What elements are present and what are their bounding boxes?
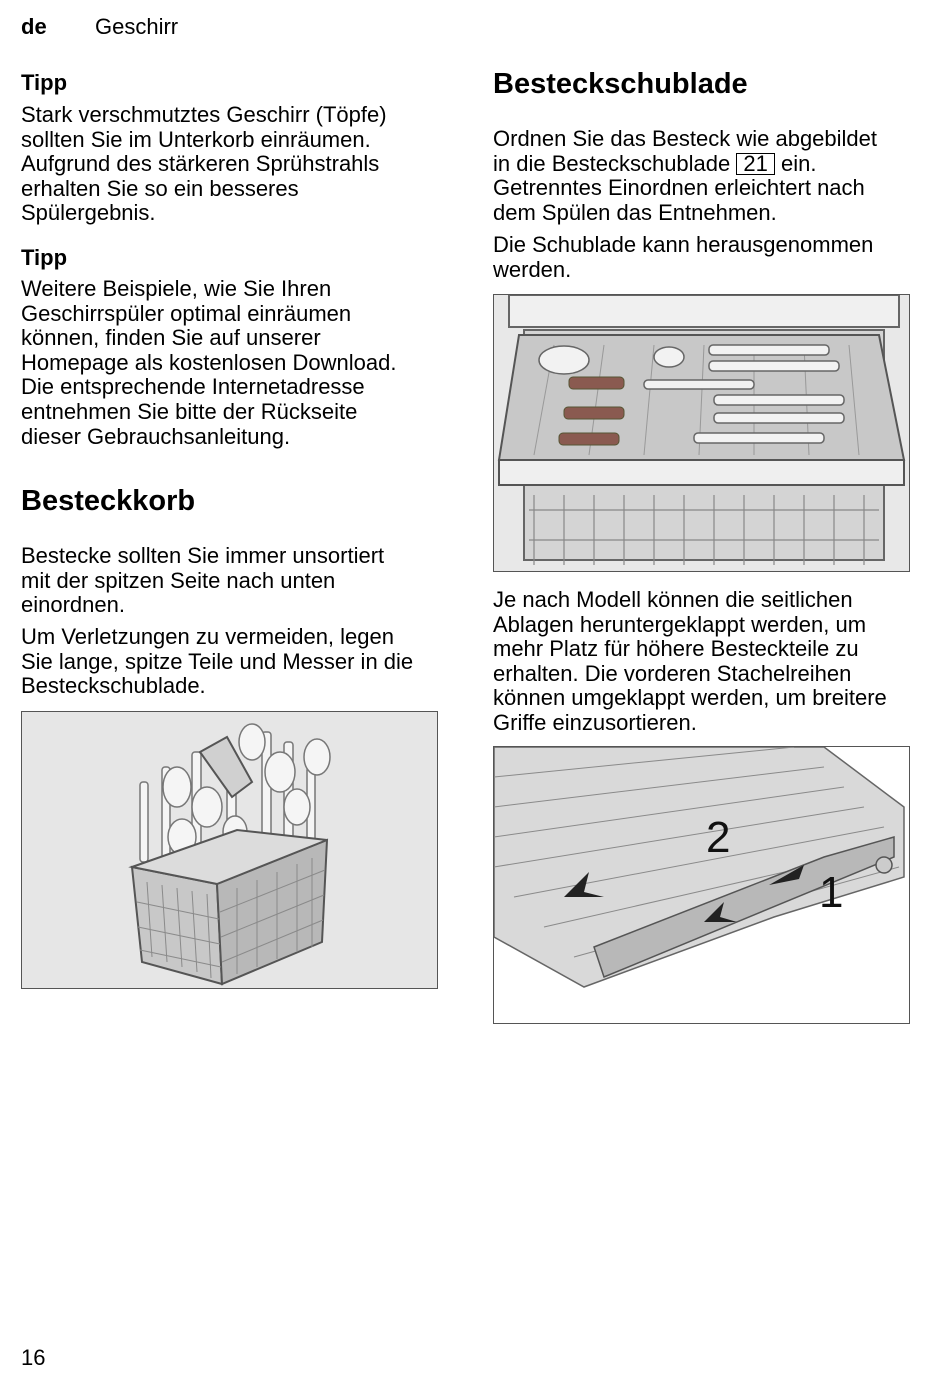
figure-reference: 21 (736, 153, 774, 175)
tip-label: Tipp (21, 245, 68, 270)
paragraph-line: Getrenntes Einordnen erleichtert nach dem Spülen das Entnehmen. (493, 175, 865, 225)
body-paragraph: Die Schublade kann herausgenommen werden. (493, 232, 874, 282)
body-paragraph: Je nach Modell können die seitlichen Ablagen heruntergeklappt werden, um mehr Platz für höhere Besteckteile zu erhalten. Die vorderen Stachelreihen können umgeklappt werden, um breitere Griffe einzusortieren. (493, 587, 887, 735)
section-heading: Besteckschublade (493, 68, 748, 100)
body-paragraph: Um Verletzungen zu vermeiden, legen Sie lange, spitze Teile und Messer in die Besteckschublade. (21, 624, 414, 699)
language-code: de (21, 14, 47, 39)
tip-label: Tipp (21, 70, 68, 95)
page-header (21, 14, 179, 40)
section-heading: Besteckkorb (21, 485, 196, 517)
page-number: 16 (21, 1345, 46, 1370)
tip-text: Weitere Beispiele, wie Sie Ihren Geschirrspüler optimal einräumen können, finden Sie auf unserer Homepage als kostenlosen Download. Die entsprechende Internetadresse entnehmen Sie bitte der Rückseite dieser Gebrauchsanleitung. (21, 276, 397, 449)
paragraph-line: Ordnen Sie das Besteck wie abgebildet (493, 126, 878, 151)
callout-number-1: 1 (819, 868, 844, 917)
cutlery-drawer-illustration (493, 294, 910, 572)
cutlery-drawer-folding-illustration (493, 746, 910, 1024)
cutlery-basket-illustration (21, 711, 438, 989)
paragraph-line: ein. (774, 150, 817, 176)
paragraph-line: in die Besteckschublade (493, 150, 737, 176)
body-paragraph: Bestecke sollten Sie immer unsortiert mit der spitzen Seite nach unten einordnen. (21, 543, 385, 618)
body-paragraph (493, 127, 877, 225)
tip-text: Stark verschmutztes Geschirr (Töpfe) sollten Sie im Unterkorb einräumen. Aufgrund des stärkeren Sprühstrahls erhalten Sie so ein besseres Spülergebnis. (21, 102, 387, 226)
section-title: Geschirr (95, 14, 179, 39)
callout-number-2: 2 (706, 813, 731, 862)
